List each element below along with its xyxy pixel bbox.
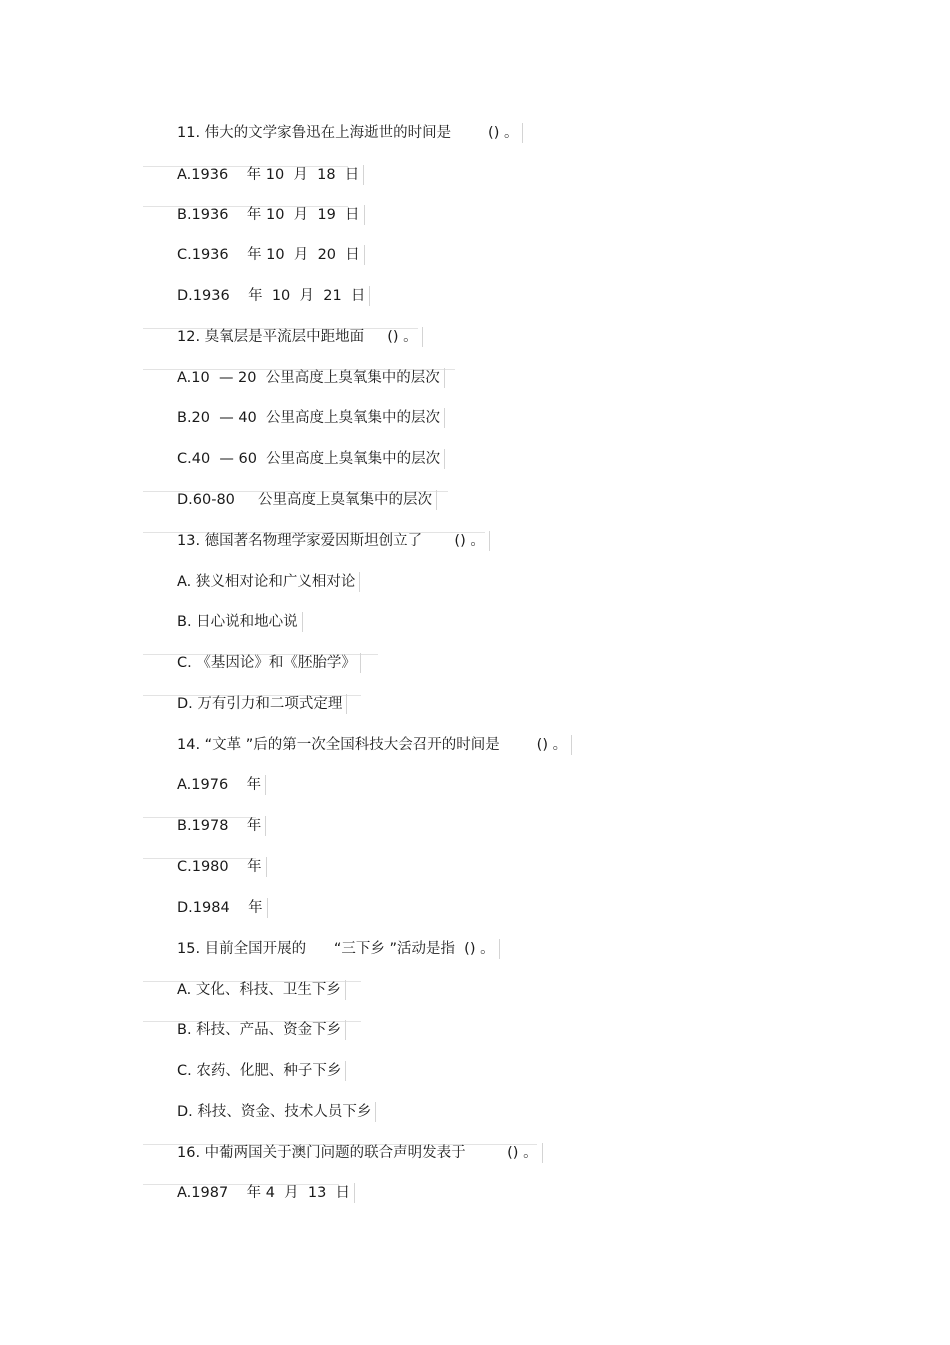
question-14-option-d: D.1984 年 <box>177 898 268 918</box>
question-15-option-a: A. 文化、科技、卫生下乡 <box>177 980 346 1000</box>
question-12-stem: 12. 臭氧层是平流层中距地面 () 。 <box>177 327 423 347</box>
question-13-option-a: A. 狭义相对论和广义相对论 <box>177 572 360 592</box>
question-15-option-c: C. 农药、化肥、种子下乡 <box>177 1061 346 1081</box>
question-11-option-c: C.1936 年 10 月 20 日 <box>177 245 365 265</box>
question-15-option-d: D. 科技、资金、技术人员下乡 <box>177 1102 376 1122</box>
question-14-stem: 14. “文革 ”后的第一次全国科技大会召开的时间是 () 。 <box>177 735 572 755</box>
question-16-option-a: A.1987 年 4 月 13 日 <box>177 1183 355 1203</box>
question-12-option-b: B.20 — 40 公里高度上臭氧集中的层次 <box>177 408 445 428</box>
question-12-option-a: A.10 — 20 公里高度上臭氧集中的层次 <box>177 368 445 388</box>
question-11-option-a: A.1936 年 10 月 18 日 <box>177 165 364 185</box>
question-15-option-b: B. 科技、产品、资金下乡 <box>177 1020 346 1040</box>
question-14-option-b: B.1978 年 <box>177 816 266 836</box>
question-12-option-c: C.40 — 60 公里高度上臭氧集中的层次 <box>177 449 445 469</box>
question-14-option-c: C.1980 年 <box>177 857 267 877</box>
question-13-option-b: B. 日心说和地心说 <box>177 612 303 632</box>
question-11-stem: 11. 伟大的文学家鲁迅在上海逝世的时间是 () 。 <box>177 123 523 143</box>
question-12-option-d: D.60-80 公里高度上臭氧集中的层次 <box>177 490 437 510</box>
question-15-stem: 15. 目前全国开展的 “三下乡 ”活动是指 () 。 <box>177 939 500 959</box>
question-13-option-c: C. 《基因论》和《胚胎学》 <box>177 653 361 673</box>
question-13-stem: 13. 德国著名物理学家爱因斯坦创立了 () 。 <box>177 531 490 551</box>
question-13-option-d: D. 万有引力和二项式定理 <box>177 694 347 714</box>
question-16-stem: 16. 中葡两国关于澳门问题的联合声明发表于 () 。 <box>177 1143 543 1163</box>
question-11-option-b: B.1936 年 10 月 19 日 <box>177 205 365 225</box>
question-14-option-a: A.1976 年 <box>177 775 266 795</box>
question-11-option-d: D.1936 年 10 月 21 日 <box>177 286 370 306</box>
